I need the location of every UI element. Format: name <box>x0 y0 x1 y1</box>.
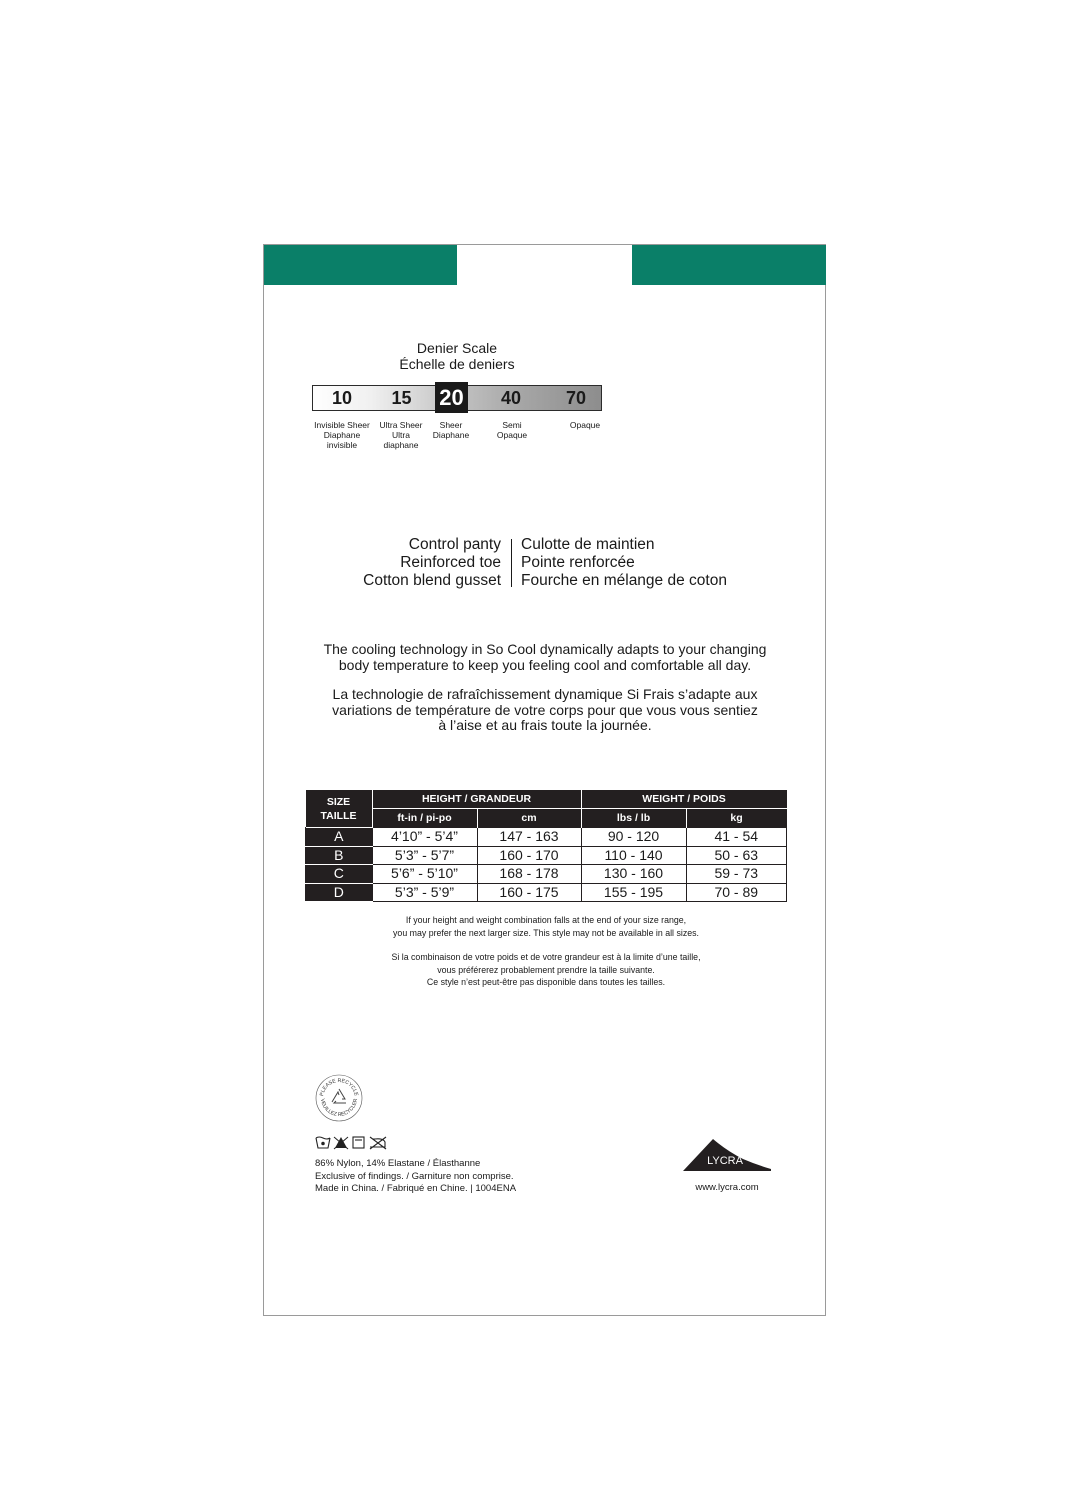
subheader-lbs: lbs / lb <box>581 809 686 828</box>
size-note-french <box>305 951 787 989</box>
feature-en-2: Reinforced toe <box>400 554 501 571</box>
size-cell: D <box>306 883 373 902</box>
weight-lbs-cell: 110 - 140 <box>581 846 686 865</box>
green-band-right <box>632 245 826 285</box>
denier-label-70-line1: Opaque <box>569 420 601 430</box>
weight-kg-cell: 59 - 73 <box>686 865 787 884</box>
description-fr-line2: variations de température de votre corps pour que vous vous sentiez <box>332 701 758 718</box>
table-row <box>306 846 787 865</box>
composition-findings: Exclusive of findings. / Garniture non comprise. <box>315 1170 514 1182</box>
do-not-iron-icon <box>370 1137 386 1149</box>
denier-value-40: 40 <box>500 388 522 408</box>
denier-value-15: 15 <box>391 388 412 408</box>
height-cm-cell: 168 - 178 <box>477 865 581 884</box>
green-band-left <box>264 245 457 285</box>
denier-label-10 <box>310 420 374 450</box>
feature-fr-1: Culotte de maintien <box>521 536 655 553</box>
denier-label-70 <box>553 420 617 430</box>
weight-lbs-cell: 130 - 160 <box>581 865 686 884</box>
lycra-logo-icon <box>683 1137 771 1177</box>
size-chart-table <box>305 790 787 902</box>
note-en-line2: you may prefer the next larger size. This style may not be available in all sizes. <box>393 927 699 938</box>
denier-label-20-line1: Sheer <box>439 420 463 430</box>
description-fr-line3: à l’aise et au frais toute la journée. <box>438 717 652 733</box>
subheader-ft-in: ft-in / pi-po <box>372 809 477 828</box>
denier-label-15-line1: Ultra Sheer <box>379 420 423 430</box>
feature-fr-2: Pointe renforcée <box>521 554 635 571</box>
denier-title-en: Denier Scale <box>416 340 498 356</box>
size-cell: B <box>306 846 373 865</box>
care-symbols <box>315 1134 405 1150</box>
tumble-dry-icon <box>353 1137 364 1148</box>
composition-info <box>315 1158 516 1196</box>
features-french <box>521 536 727 590</box>
denier-label-20-line2: Diaphane <box>432 430 470 440</box>
height-header: HEIGHT / GRANDEUR <box>372 790 581 809</box>
weight-lbs-cell: 90 - 120 <box>581 828 686 847</box>
height-ft-cell: 5’3” - 5’9” <box>372 883 477 902</box>
weight-kg-cell: 41 - 54 <box>686 828 787 847</box>
height-cm-cell: 160 - 170 <box>477 846 581 865</box>
weight-lbs-cell: 155 - 195 <box>581 883 686 902</box>
table-row <box>306 865 787 884</box>
feature-en-3: Cotton blend gusset <box>363 572 501 589</box>
height-cm-cell: 147 - 163 <box>477 828 581 847</box>
recycle-text-top: PLEASE RECYCLE <box>319 1077 359 1097</box>
size-cell: A <box>306 828 373 847</box>
table-row <box>306 828 787 847</box>
denier-label-20 <box>419 420 483 440</box>
features-english <box>363 536 501 590</box>
denier-label-40-line2: Opaque <box>496 430 528 440</box>
denier-value-70: 70 <box>565 388 587 408</box>
height-cm-cell: 160 - 175 <box>477 883 581 902</box>
note-fr-line2: vous préférerez probablement prendre la taille suivante. <box>437 964 655 975</box>
weight-header: WEIGHT / POIDS <box>581 790 787 809</box>
lycra-url: www.lycra.com <box>695 1182 759 1193</box>
denier-value-10: 10 <box>331 388 353 408</box>
denier-label-15-line3: diaphane <box>383 440 419 450</box>
height-ft-cell: 4’10” - 5’4” <box>372 828 477 847</box>
denier-label-40 <box>480 420 544 440</box>
size-note-english <box>305 914 787 939</box>
weight-kg-cell: 70 - 89 <box>686 883 787 902</box>
table-row <box>306 883 787 902</box>
denier-label-10-line1: Invisible Sheer <box>314 420 370 430</box>
subheader-kg: kg <box>686 809 787 828</box>
denier-value-20-selected: 20 <box>435 382 468 413</box>
composition-fibers: 86% Nylon, 14% Elastane / Élasthanne <box>315 1158 481 1169</box>
do-not-bleach-icon <box>334 1137 348 1149</box>
denier-title-fr: Échelle de deniers <box>399 356 515 372</box>
denier-label-15-line2: Ultra <box>392 430 410 440</box>
size-header-en: SIZE <box>326 795 351 808</box>
lycra-logo-text: LYCRA <box>707 1155 743 1167</box>
feature-en-1: Control panty <box>408 536 501 553</box>
height-ft-cell: 5’3” - 5’7” <box>372 846 477 865</box>
composition-origin: Made in China. / Fabriqué en Chine. | 1004ENA <box>315 1183 517 1194</box>
wash-icon <box>316 1137 330 1148</box>
description-en-line1: The cooling technology in So Cool dynamically adapts to your changing <box>323 641 767 657</box>
feature-fr-3: Fourche en mélange de coton <box>521 572 727 589</box>
recycle-text-bottom: VEUILLEZ RECYCLER <box>318 1098 360 1119</box>
denier-label-10-line3: invisible <box>326 440 358 450</box>
recycle-icon <box>315 1074 363 1122</box>
note-fr-line3: Ce style n’est peut-être pas disponible dans toutes les tailles. <box>426 977 666 987</box>
denier-label-40-line1: Semi <box>502 420 522 430</box>
description-fr-line1: La technologie de rafraîchissement dynamique Si Frais s’adapte aux <box>332 686 758 702</box>
subheader-cm: cm <box>477 809 581 828</box>
size-header <box>306 790 373 828</box>
size-header-fr: TAILLE <box>320 809 357 822</box>
size-cell: C <box>306 865 373 884</box>
denier-scale-bar <box>312 385 602 411</box>
denier-scale-title <box>393 340 521 372</box>
description-french <box>300 687 790 734</box>
denier-label-10-line2: Diaphane <box>323 430 361 440</box>
height-ft-cell: 5’6” - 5’10” <box>372 865 477 884</box>
description-english <box>300 642 790 673</box>
description-en-line2: body temperature to keep you feeling cool and comfortable all day. <box>338 656 752 673</box>
features-divider <box>511 539 512 587</box>
note-en-line1: If your height and weight combination falls at the end of your size range, <box>405 915 687 925</box>
note-fr-line1: Si la combinaison de votre poids et de votre grandeur est à la limite d’une taille, <box>391 952 701 962</box>
weight-kg-cell: 50 - 63 <box>686 846 787 865</box>
